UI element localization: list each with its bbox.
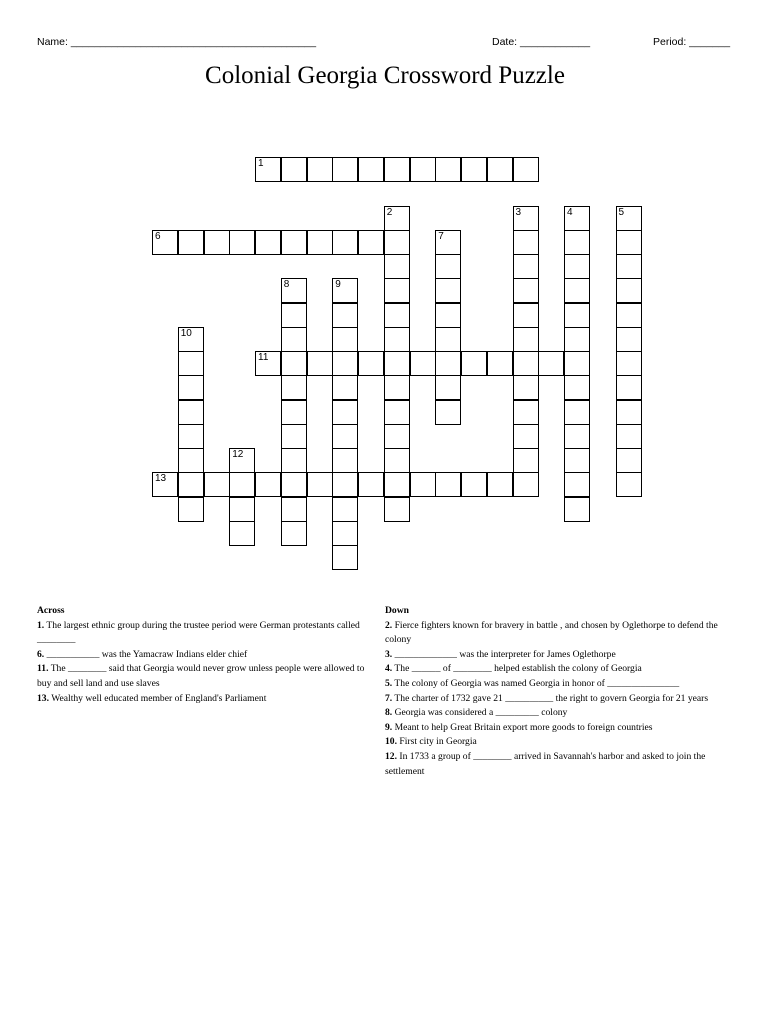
- crossword-cell[interactable]: [307, 157, 333, 182]
- cell-number: 9: [335, 279, 341, 291]
- down-clue-list: [385, 619, 735, 780]
- down-heading: Down: [385, 605, 409, 616]
- crossword-cell[interactable]: [332, 472, 358, 497]
- crossword-cell[interactable]: [332, 327, 358, 352]
- crossword-cell[interactable]: [513, 400, 539, 425]
- name-field[interactable]: Name: __________________________________________: [37, 36, 317, 48]
- crossword-cell[interactable]: [616, 206, 642, 231]
- crossword-cell[interactable]: [358, 157, 384, 182]
- crossword-cell[interactable]: [281, 278, 307, 303]
- crossword-cell[interactable]: [281, 497, 307, 522]
- crossword-cell[interactable]: [384, 424, 410, 449]
- page-title: Colonial Georgia Crossword Puzzle: [205, 62, 565, 89]
- crossword-cell[interactable]: [564, 497, 590, 522]
- crossword-cell[interactable]: [358, 230, 384, 255]
- crossword-cell[interactable]: [384, 472, 410, 497]
- crossword-cell[interactable]: [513, 303, 539, 328]
- crossword-cell[interactable]: [281, 400, 307, 425]
- clue-item: [37, 662, 377, 691]
- crossword-cell[interactable]: [281, 472, 307, 497]
- crossword-cell[interactable]: [513, 327, 539, 352]
- crossword-cell[interactable]: [281, 327, 307, 352]
- crossword-cell[interactable]: [564, 400, 590, 425]
- crossword-cell[interactable]: [513, 230, 539, 255]
- crossword-cell[interactable]: [307, 472, 333, 497]
- crossword-cell[interactable]: [384, 157, 410, 182]
- crossword-cell[interactable]: [513, 424, 539, 449]
- crossword-cell[interactable]: [435, 230, 461, 255]
- crossword-cell[interactable]: [358, 351, 384, 376]
- crossword-cell[interactable]: [178, 497, 204, 522]
- crossword-cell[interactable]: [616, 278, 642, 303]
- crossword-cell[interactable]: [358, 472, 384, 497]
- crossword-cell[interactable]: [435, 351, 461, 376]
- crossword-cell[interactable]: [487, 472, 513, 497]
- crossword-cell[interactable]: [513, 448, 539, 473]
- crossword-cell[interactable]: [513, 254, 539, 279]
- crossword-cell[interactable]: [204, 230, 230, 255]
- cell-number: 12: [232, 449, 244, 460]
- clue-number: 7.: [385, 692, 393, 704]
- clue-number: 10.: [385, 736, 397, 748]
- crossword-cell[interactable]: [384, 206, 410, 231]
- crossword-cell[interactable]: [332, 351, 358, 376]
- crossword-cell[interactable]: [255, 230, 281, 255]
- crossword-cell[interactable]: [281, 521, 307, 546]
- crossword-cell[interactable]: [564, 278, 590, 303]
- clue-text: The largest ethnic group during the trustee period were German protestants called ________: [37, 619, 360, 646]
- crossword-cell[interactable]: [281, 157, 307, 182]
- crossword-cell[interactable]: [255, 351, 281, 376]
- clue-number: 13.: [37, 692, 49, 704]
- crossword-cell[interactable]: [564, 448, 590, 473]
- crossword-cell[interactable]: [384, 278, 410, 303]
- crossword-cell[interactable]: [332, 448, 358, 473]
- crossword-cell[interactable]: [332, 400, 358, 425]
- crossword-cell[interactable]: [281, 448, 307, 473]
- crossword-cell[interactable]: [178, 230, 204, 255]
- clue-text: Fierce fighters known for bravery in battle , and chosen by Oglethorpe to defend the colony: [385, 619, 718, 646]
- crossword-cell[interactable]: [435, 157, 461, 182]
- crossword-cell[interactable]: [332, 424, 358, 449]
- clue-item: [385, 735, 735, 750]
- clue-text: Meant to help Great Britain export more goods to foreign countries: [392, 721, 653, 733]
- crossword-cell[interactable]: [487, 157, 513, 182]
- crossword-cell[interactable]: [564, 375, 590, 400]
- clue-item: [37, 692, 377, 707]
- crossword-cell[interactable]: [178, 327, 204, 352]
- crossword-cell[interactable]: [461, 157, 487, 182]
- clue-item: [385, 750, 735, 779]
- across-heading: Across: [37, 605, 65, 616]
- crossword-cell[interactable]: [332, 278, 358, 303]
- crossword-cell[interactable]: [229, 472, 255, 497]
- cell-number: 5: [618, 206, 625, 218]
- crossword-cell[interactable]: [332, 545, 358, 570]
- clue-number: 4.: [385, 663, 393, 675]
- crossword-cell[interactable]: [204, 472, 230, 497]
- crossword-cell[interactable]: [332, 230, 358, 255]
- crossword-cell[interactable]: [281, 230, 307, 255]
- clue-text: ___________ was the Yamacraw Indians elder chief: [44, 648, 248, 660]
- clue-item: [385, 648, 735, 663]
- crossword-cell[interactable]: [513, 351, 539, 376]
- crossword-cell[interactable]: [332, 157, 358, 182]
- cell-number: 13: [155, 473, 167, 485]
- clue-number: 9.: [385, 721, 393, 733]
- crossword-cell[interactable]: [384, 327, 410, 352]
- clue-item: [37, 619, 377, 648]
- crossword-cell[interactable]: [616, 303, 642, 328]
- cell-number: 3: [515, 206, 522, 218]
- crossword-cell[interactable]: [487, 351, 513, 376]
- clue-number: 8.: [385, 707, 393, 719]
- crossword-cell[interactable]: [513, 472, 539, 497]
- clue-text: In 1733 a group of ________ arrived in Savannah's harbor and asked to join the settlement: [385, 750, 706, 777]
- crossword-cell[interactable]: [564, 206, 590, 231]
- crossword-cell[interactable]: [384, 303, 410, 328]
- clue-number: 12.: [385, 750, 397, 762]
- clue-item: [385, 662, 735, 677]
- clue-item: [385, 619, 735, 648]
- crossword-cell[interactable]: [513, 278, 539, 303]
- crossword-cell[interactable]: [461, 351, 487, 376]
- crossword-cell[interactable]: [229, 230, 255, 255]
- crossword-cell[interactable]: [384, 448, 410, 473]
- down-clues: [385, 604, 735, 779]
- crossword-cell[interactable]: [178, 400, 204, 425]
- crossword-cell[interactable]: [564, 327, 590, 352]
- crossword-cell[interactable]: [178, 472, 204, 497]
- clue-text: First city in Georgia: [397, 736, 477, 748]
- clue-number: 2.: [385, 619, 393, 631]
- crossword-cell[interactable]: [178, 375, 204, 400]
- clue-text: The ______ of ________ helped establish the colony of Georgia: [392, 663, 642, 675]
- clue-number: 3.: [385, 648, 393, 660]
- crossword-cell[interactable]: [564, 424, 590, 449]
- crossword-cell[interactable]: [410, 472, 436, 497]
- crossword-cell[interactable]: [564, 230, 590, 255]
- crossword-cell[interactable]: [332, 497, 358, 522]
- crossword-cell[interactable]: [229, 448, 255, 473]
- crossword-cell[interactable]: [435, 327, 461, 352]
- crossword-cell[interactable]: [384, 375, 410, 400]
- crossword-cell[interactable]: [332, 375, 358, 400]
- crossword-cell[interactable]: [410, 157, 436, 182]
- cell-number: 10: [180, 327, 192, 339]
- crossword-cell[interactable]: [384, 254, 410, 279]
- clue-number: 6.: [37, 648, 45, 660]
- crossword-cell[interactable]: [384, 351, 410, 376]
- cell-number: 8: [283, 279, 290, 291]
- clue-text: The ________ said that Georgia would never grow unless people were allowed to buy and sell land and use slaves: [37, 663, 365, 689]
- clue-text: _____________ was the interpreter for James Oglethorpe: [392, 648, 616, 660]
- crossword-cell[interactable]: [435, 278, 461, 303]
- crossword-cell[interactable]: [152, 472, 178, 497]
- crossword-cell[interactable]: [281, 303, 307, 328]
- crossword-cell[interactable]: [564, 472, 590, 497]
- cell-number: 11: [258, 352, 269, 363]
- crossword-cell[interactable]: [616, 351, 642, 376]
- crossword-cell[interactable]: [435, 375, 461, 400]
- crossword-cell[interactable]: [616, 230, 642, 255]
- crossword-cell[interactable]: [410, 351, 436, 376]
- crossword-cell[interactable]: [616, 424, 642, 449]
- crossword-cell[interactable]: [538, 351, 564, 376]
- crossword-cell[interactable]: [435, 472, 461, 497]
- clue-text: Wealthy well educated member of England's Parliament: [49, 692, 267, 704]
- crossword-cell[interactable]: [229, 497, 255, 522]
- across-clues: [37, 604, 377, 706]
- crossword-cell[interactable]: [152, 230, 178, 255]
- clue-text: The colony of Georgia was named Georgia in honor of _______________: [392, 677, 680, 689]
- crossword-cell[interactable]: [281, 351, 307, 376]
- cell-number: 6: [155, 230, 161, 242]
- crossword-cell[interactable]: [281, 375, 307, 400]
- crossword-cell[interactable]: [307, 351, 333, 376]
- date-field[interactable]: Date: ____________: [492, 36, 591, 48]
- crossword-cell[interactable]: [178, 351, 204, 376]
- period-field[interactable]: Period: _______: [653, 36, 731, 48]
- cell-number: 2: [386, 206, 393, 218]
- clue-item: [37, 648, 377, 663]
- clue-number: 11.: [37, 663, 49, 675]
- crossword-cell[interactable]: [384, 497, 410, 522]
- clue-text: The charter of 1732 gave 21 __________ the right to govern Georgia for 21 years: [392, 692, 709, 704]
- crossword-cell[interactable]: [229, 521, 255, 546]
- crossword-cell[interactable]: [461, 472, 487, 497]
- crossword-cell[interactable]: [178, 448, 204, 473]
- cell-number: 7: [438, 230, 444, 242]
- crossword-cell[interactable]: [435, 303, 461, 328]
- crossword-cell[interactable]: [255, 157, 281, 182]
- crossword-cell[interactable]: [616, 400, 642, 425]
- crossword-cell[interactable]: [255, 472, 281, 497]
- crossword-cell[interactable]: [513, 375, 539, 400]
- across-clue-list: [37, 619, 377, 707]
- crossword-cell[interactable]: [384, 400, 410, 425]
- crossword-cell[interactable]: [616, 472, 642, 497]
- clue-item: [385, 721, 735, 736]
- crossword-cell[interactable]: [178, 424, 204, 449]
- crossword-cell[interactable]: [307, 230, 333, 255]
- crossword-cell[interactable]: [564, 351, 590, 376]
- crossword-cell[interactable]: [616, 327, 642, 352]
- clue-item: [385, 706, 735, 721]
- clue-item: [385, 692, 735, 707]
- crossword-cell[interactable]: [332, 303, 358, 328]
- cell-number: 1: [258, 158, 264, 169]
- crossword-cell[interactable]: [513, 206, 539, 231]
- crossword-cell[interactable]: [616, 375, 642, 400]
- clue-item: [385, 677, 735, 692]
- crossword-cell[interactable]: [332, 521, 358, 546]
- crossword-cell[interactable]: [564, 303, 590, 328]
- crossword-cell[interactable]: [564, 254, 590, 279]
- crossword-cell[interactable]: [616, 254, 642, 279]
- clue-text: Georgia was considered a _________ colony: [392, 707, 568, 719]
- crossword-cell[interactable]: [435, 254, 461, 279]
- crossword-cell[interactable]: [616, 448, 642, 473]
- clue-number: 5.: [385, 677, 393, 689]
- crossword-cell[interactable]: [435, 400, 461, 425]
- crossword-cell[interactable]: [384, 230, 410, 255]
- clue-number: 1.: [37, 619, 45, 631]
- cell-number: 4: [567, 206, 573, 218]
- crossword-cell[interactable]: [513, 157, 539, 182]
- crossword-cell[interactable]: [281, 424, 307, 449]
